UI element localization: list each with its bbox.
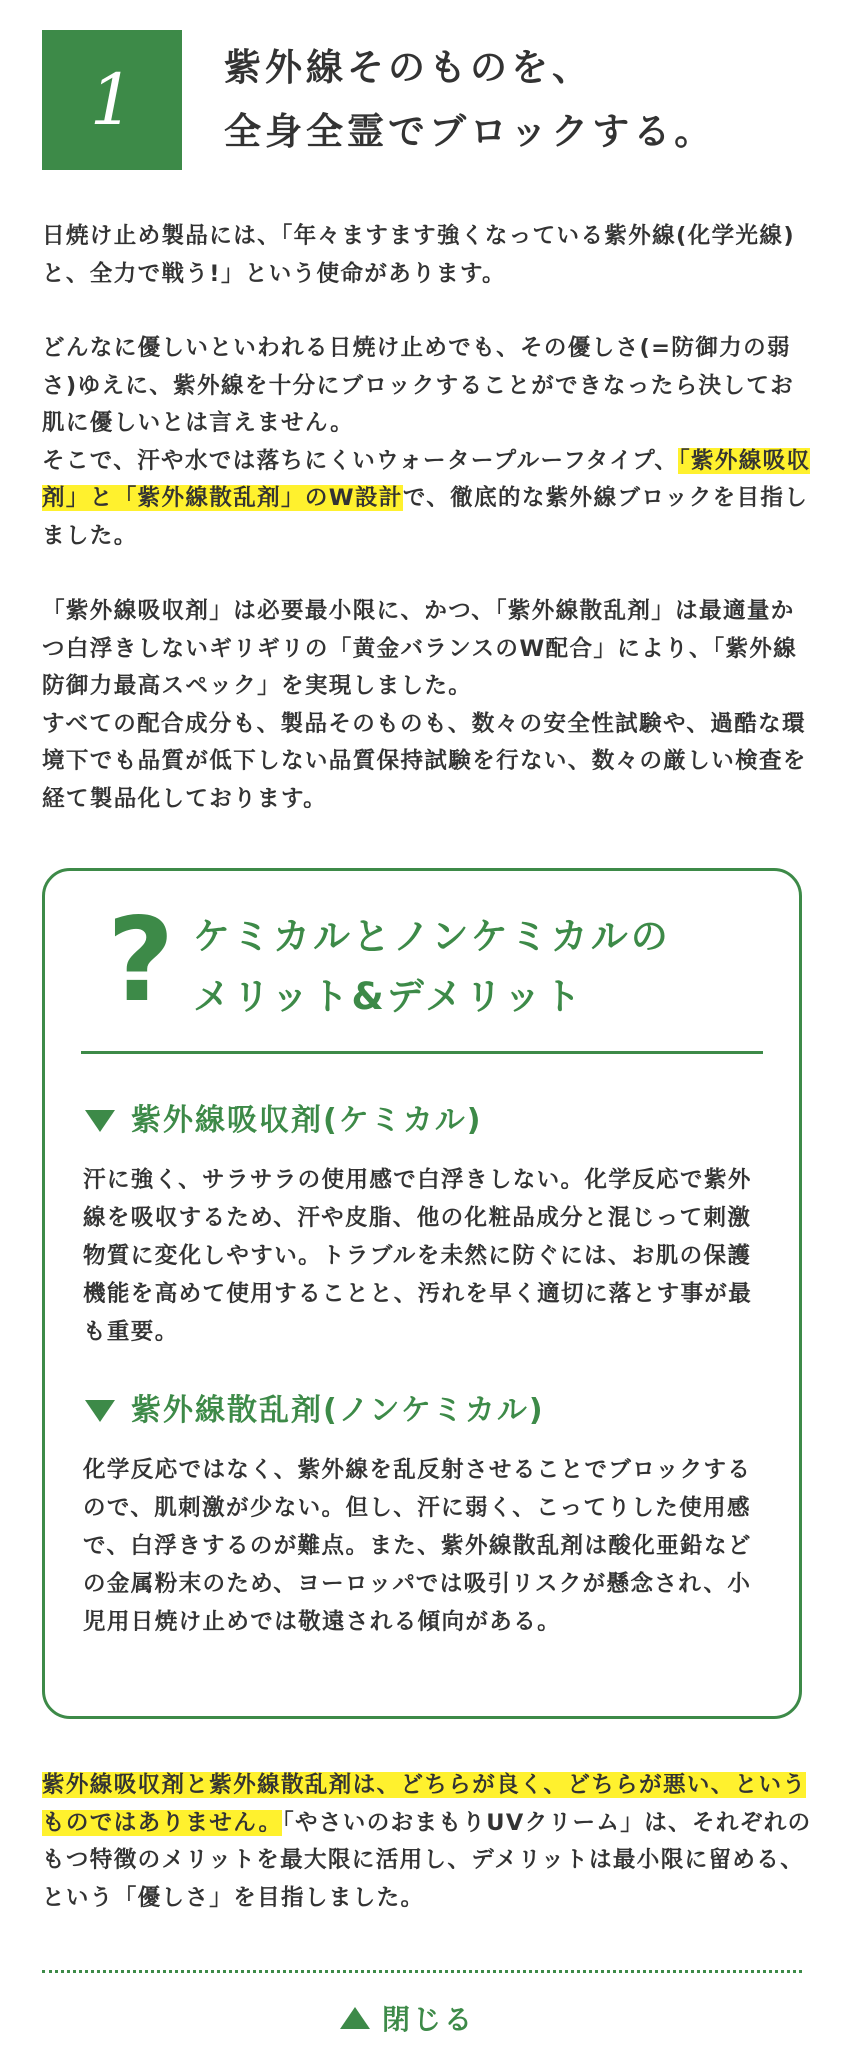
triangle-down-icon bbox=[85, 1110, 115, 1132]
intro-paragraph-5: すべての配合成分も、製品そのものも、数々の安全性試験や、過酷な環境下でも品質が低下しない品質保持試験を行ない、数々の厳しい検査を経て製品化しております。 bbox=[42, 710, 807, 812]
section-number-badge: 1 bbox=[42, 30, 182, 170]
non-chemical-description bbox=[83, 1451, 773, 1641]
dotted-divider bbox=[42, 1970, 802, 1973]
intro-paragraph-3-post: で、徹底的な紫外線ブロックを目指しました。 bbox=[42, 485, 809, 549]
section-title-line-1: 紫外線そのものを、 bbox=[224, 46, 593, 89]
chemical-description bbox=[83, 1161, 773, 1351]
chemical-description-text: 汗に強く、サラサラの使用感で白浮きしない。化学反応で紫外線を吸収するため、汗や皮脂、他の化粧品成分と混じって刺激物質に変化しやすい。トラブルを未然に防ぐには、お肌の保護機能を高めて使用することと、汚れを早く適切に落とす事が最も重要。 bbox=[83, 1167, 753, 1345]
comparison-title-line-2: メリット&デメリット bbox=[193, 975, 584, 1018]
non-chemical-description-text: 化学反応ではなく、紫外線を乱反射させることでブロックするので、肌刺激が少ない。但し、汗に弱く、こってりした使用感で、白浮きするのが難点。また、紫外線散乱剤は酸化亜鉛などの金属粉末のため、ヨーロッパでは吸引リスクが懸念され、小児用日焼け止めでは敬遠される傾向がある。 bbox=[83, 1457, 752, 1635]
chemical-heading-label: 紫外線吸収剤(ケミカル) bbox=[131, 1103, 483, 1138]
chemical-heading bbox=[85, 1101, 482, 1141]
comparison-box bbox=[42, 868, 802, 1719]
intro-paragraph-1: 日焼け止め製品には、「年々ますます強くなっている紫外線(化学光線)と、全力で戦う!」という使命があります。 bbox=[42, 223, 796, 287]
intro-paragraph-3 bbox=[42, 443, 817, 556]
question-mark-icon: ? bbox=[107, 893, 175, 1028]
section-header bbox=[42, 30, 802, 172]
intro-paragraph-4: 「紫外線吸収剤」は必要最小限に、かつ、「紫外線散乱剤」は最適量かつ白浮きしないギリギリの「黄金バランスのW配合」により、「紫外線防御力最高スペック」を実現しました。 bbox=[42, 598, 798, 699]
close-button[interactable] bbox=[340, 1996, 475, 2040]
conclusion-text bbox=[42, 1767, 817, 1917]
section-title-line-2: 全身全霊でブロックする。 bbox=[224, 110, 716, 153]
triangle-down-icon bbox=[85, 1400, 115, 1422]
comparison-title-line-1: ケミカルとノンケミカルの bbox=[193, 915, 671, 958]
non-chemical-heading-label: 紫外線散乱剤(ノンケミカル) bbox=[131, 1393, 545, 1428]
comparison-title bbox=[193, 907, 671, 1027]
conclusion-paragraph bbox=[42, 1767, 817, 1917]
intro-text-2 bbox=[42, 330, 817, 555]
conclusion-body: 「やさいのおまもりUVクリーム」は、それぞれのもつ特徴のメリットを最大限に活用し、デメリットは最小限に留める、という「優しさ」を目指しました。 bbox=[42, 1809, 812, 1911]
intro-paragraph-3-pre: そこで、汗や水では落ちにくいウォータープルーフタイプ、 bbox=[42, 447, 679, 474]
comparison-divider bbox=[81, 1051, 763, 1054]
close-button-label: 閉じる bbox=[382, 2003, 476, 2036]
intro-text-3 bbox=[42, 593, 817, 818]
non-chemical-heading bbox=[85, 1391, 545, 1431]
conclusion-highlight: 紫外線吸収剤と紫外線散乱剤は、どちらが良く、どちらが悪い、というものではありません。 bbox=[42, 1772, 807, 1836]
intro-text bbox=[42, 218, 817, 293]
intro-paragraph-2: どんなに優しいといわれる日焼け止めでも、その優しさ(=防御力の弱さ)ゆえに、紫外線を十分にブロックすることができなったら決してお肌に優しいとは言えません。 bbox=[42, 335, 795, 436]
highlight-w-design: 「紫外線吸収剤」と「紫外線散乱剤」のW設計 bbox=[42, 447, 811, 511]
triangle-up-icon bbox=[340, 2007, 370, 2029]
section-title bbox=[224, 36, 715, 164]
